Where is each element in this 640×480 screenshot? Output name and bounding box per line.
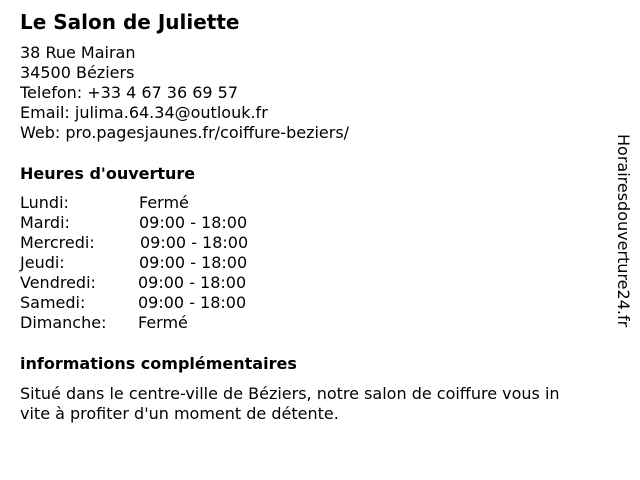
- day-hours: 09:00 - 18:00: [139, 253, 248, 272]
- day-label: Mercredi:: [20, 233, 95, 252]
- description-line: vite à profiter d'un moment de détente.: [20, 404, 339, 423]
- day-label: Lundi:: [20, 193, 69, 212]
- description-line: Situé dans le centre-ville de Béziers, notre salon de coiffure vous in: [20, 384, 560, 403]
- day-label: Mardi:: [20, 213, 70, 232]
- phone-number: Telefon: +33 4 67 36 69 57: [20, 83, 239, 102]
- day-hours: Fermé: [139, 193, 189, 212]
- description: [20, 384, 620, 424]
- address-street: 38 Rue Mairan: [20, 43, 136, 62]
- day-hours: 09:00 - 18:00: [138, 293, 247, 312]
- day-label: Samedi:: [20, 293, 86, 312]
- day-label: Dimanche:: [20, 313, 107, 332]
- address-city: 34500 Béziers: [20, 63, 135, 82]
- contact-info: [20, 43, 349, 143]
- day-hours: 09:00 - 18:00: [139, 213, 248, 232]
- hours-heading: Heures d'ouverture: [20, 164, 196, 183]
- business-name: Le Salon de Juliette: [20, 10, 240, 34]
- watermark: Horairesdouverture24.fr: [614, 134, 633, 328]
- day-label: Vendredi:: [20, 273, 96, 292]
- day-hours: Fermé: [138, 313, 188, 332]
- website: Web: pro.pagesjaunes.fr/coiffure-beziers/: [20, 123, 350, 142]
- day-hours: 09:00 - 18:00: [138, 273, 247, 292]
- day-label: Jeudi:: [20, 253, 65, 272]
- more-info-heading: informations complémentaires: [20, 354, 297, 373]
- email-address: Email: julima.64.34@outlouk.fr: [20, 103, 268, 122]
- day-hours: 09:00 - 18:00: [140, 233, 249, 252]
